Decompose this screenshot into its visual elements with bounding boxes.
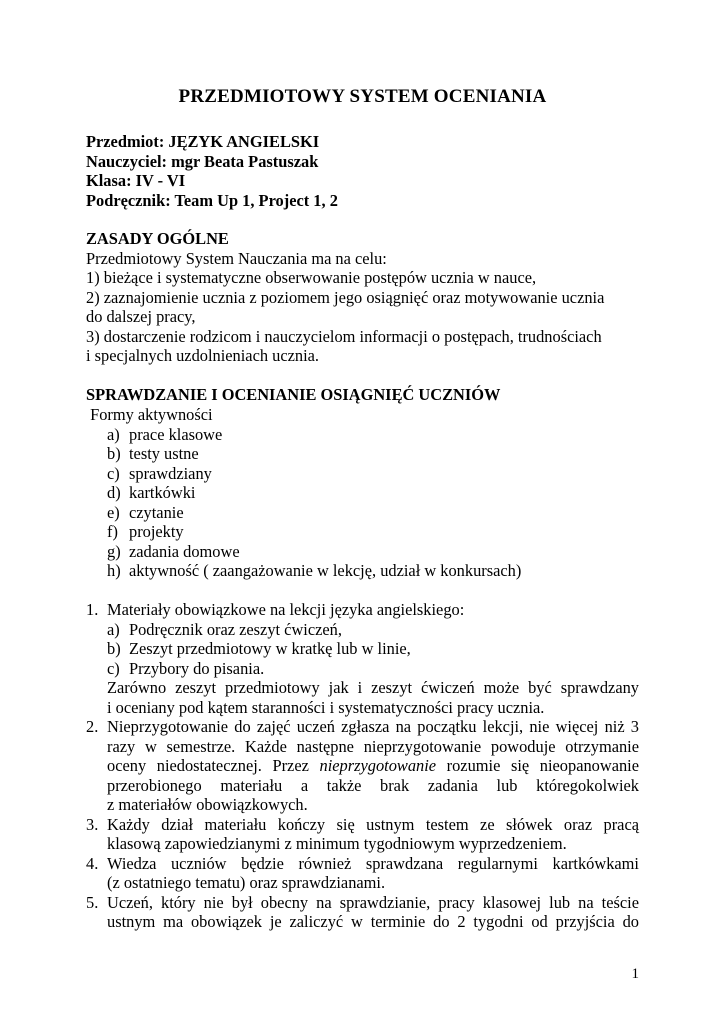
rule-5-line: Uczeń, który nie był obecny na sprawdzianie, pracy klasowej lub na teście — [107, 893, 639, 912]
form-item: sprawdziany — [129, 464, 212, 483]
material-marker: b) — [107, 639, 121, 658]
material-item: Zeszyt przedmiotowy w kratkę lub w linie, — [129, 639, 411, 658]
form-item: aktywność ( zaangażowanie w lekcję, udział w konkursach) — [129, 561, 522, 580]
form-item: czytanie — [129, 503, 184, 522]
general-heading: ZASADY OGÓLNE — [86, 229, 229, 248]
rule-1-note: i oceniany pod kątem staranności i systematyczności pracy ucznia. — [107, 698, 545, 717]
form-item: kartkówki — [129, 483, 196, 502]
page-title: PRZEDMIOTOWY SYSTEM OCENIANIA — [178, 86, 547, 107]
rule-3-line: Każdy dział materiału kończy się ustnym testem ze słówek oraz pracą — [107, 815, 639, 834]
subject-line: Przedmiot: JĘZYK ANGIELSKI — [86, 132, 320, 151]
general-line: 2) zaznajomienie ucznia z poziomem jego osiągnięć oraz motywowanie ucznia — [86, 288, 605, 307]
page-number: 1 — [631, 966, 639, 982]
teacher-line: Nauczyciel: mgr Beata Pastuszak — [86, 152, 319, 171]
material-item: Podręcznik oraz zeszyt ćwiczeń, — [129, 620, 342, 639]
general-line: i specjalnych uzdolnieniach ucznia. — [86, 346, 320, 365]
form-marker: g) — [107, 542, 121, 561]
rule-3-line: klasową zapowiedzianymi z minimum tygodniowym wyprzedzeniem. — [107, 834, 567, 853]
rule-2-text: oceny niedostatecznej. Przez — [107, 756, 320, 775]
general-line: 1) bieżące i systematyczne obserwowanie postępów ucznia w nauce, — [86, 268, 537, 287]
general-line: 3) dostarczenie rodzicom i nauczycielom informacji o postępach, trudnościach — [86, 327, 602, 346]
rule-number: 5. — [86, 893, 99, 912]
general-line: do dalszej pracy, — [86, 307, 196, 326]
rule-2-italic-term: nieprzygotowanie — [319, 756, 437, 775]
form-marker: c) — [107, 464, 120, 483]
rule-1-note: Zarówno zeszyt przedmiotowy jak i zeszyt ćwiczeń może być sprawdzany — [107, 678, 639, 697]
form-item: projekty — [129, 522, 184, 541]
form-item: prace klasowe — [129, 425, 223, 444]
rule-number: 2. — [86, 717, 99, 736]
form-marker: f) — [107, 522, 118, 541]
material-marker: a) — [107, 620, 120, 639]
rule-2-text: rozumie się nieopanowanie — [436, 756, 640, 775]
form-marker: d) — [107, 483, 121, 502]
general-intro: Przedmiotowy System Nauczania ma na celu: — [86, 249, 387, 268]
form-marker: b) — [107, 444, 121, 463]
rule-2-line: przerobionego materiału a także brak zadania lub któregokolwiek — [107, 776, 639, 795]
class-line: Klasa: IV - VI — [86, 171, 186, 190]
rule-4-line: Wiedza uczniów będzie również sprawdzana regularnymi kartkówkami — [107, 854, 639, 873]
rule-5-line: ustnym ma obowiązek je zaliczyć w terminie do 2 tygodni od przyjścia do — [107, 912, 639, 931]
rule-1-text: Materiały obowiązkowe na lekcji języka angielskiego: — [107, 600, 465, 619]
rule-4-line: (z ostatniego tematu) oraz sprawdzianami. — [107, 873, 386, 892]
textbook-line: Podręcznik: Team Up 1, Project 1, 2 — [86, 191, 338, 210]
form-item: zadania domowe — [129, 542, 240, 561]
material-item: Przybory do pisania. — [129, 659, 265, 678]
form-marker: h) — [107, 561, 121, 580]
rule-2-line-mixed — [107, 756, 639, 776]
rule-number: 1. — [86, 600, 99, 619]
rule-2-line: razy w semestrze. Każde następne nieprzygotowanie powoduje otrzymanie — [107, 737, 639, 756]
form-marker: a) — [107, 425, 120, 444]
rule-2-line: z materiałów obowiązkowych. — [107, 795, 308, 814]
assessment-heading: SPRAWDZANIE I OCENIANIE OSIĄGNIĘĆ UCZNIÓW — [86, 385, 501, 404]
forms-label: Formy aktywności — [86, 405, 213, 424]
rule-number: 3. — [86, 815, 99, 834]
rule-2-line: Nieprzygotowanie do zajęć uczeń zgłasza na początku lekcji, nie więcej niż 3 — [107, 717, 639, 736]
material-marker: c) — [107, 659, 120, 678]
form-marker: e) — [107, 503, 120, 522]
rule-number: 4. — [86, 854, 99, 873]
form-item: testy ustne — [129, 444, 199, 463]
